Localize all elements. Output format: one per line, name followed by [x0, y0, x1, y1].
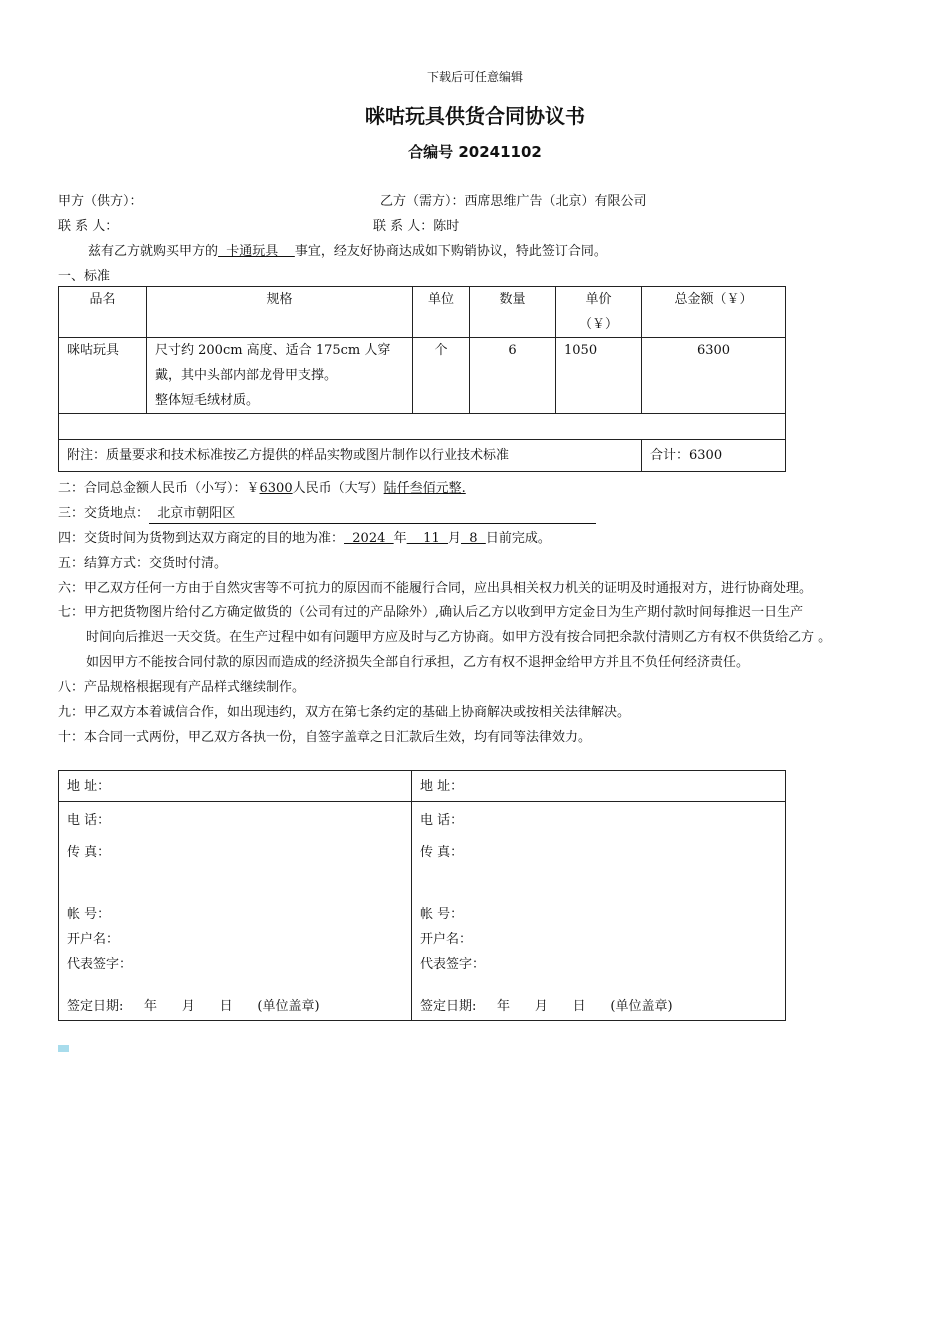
- party-a-label: 甲方（供方）：: [58, 194, 143, 209]
- contract-number: 合编号 20241102: [408, 143, 542, 161]
- cell-qty: 6: [470, 338, 556, 414]
- clause-4-post: 日前完成。: [485, 531, 551, 546]
- table-row: [59, 338, 786, 414]
- party-b-account: 帐 号：: [420, 907, 464, 922]
- section-standard-heading: 一、标准: [58, 269, 111, 284]
- signature-details-row: [59, 802, 786, 1021]
- party-b-rep: 代表签字：: [420, 957, 486, 972]
- signature-table: [58, 770, 786, 1021]
- empty-cell: [59, 414, 786, 440]
- intro-item: 卡通玩具: [218, 244, 295, 259]
- cell-total: 6300: [642, 338, 786, 414]
- party-b-address: 地 址：: [412, 771, 786, 802]
- intro-post: 事宜，经友好协商达成如下购销协议，特此签订合同。: [294, 244, 607, 259]
- clause-4-pre: 四：交货时间为货物到达双方商定的目的地为准：: [58, 531, 345, 546]
- spec-line: 戴，其中头部内部龙骨甲支撑。: [155, 368, 338, 383]
- party-b-phone: 电 话：: [420, 813, 464, 828]
- clause-9: 九：甲乙双方本着诚信合作，如出现违约，双方在第七条约定的基础上协商解决或按相关法律解决。: [58, 705, 631, 720]
- clause-4: [58, 526, 551, 551]
- party-a-date: 签定日期: 年 月 日 (单位盖章): [67, 999, 320, 1014]
- party-b-fax: 传 真：: [420, 845, 464, 860]
- table-sum: 合计：6300: [642, 440, 786, 472]
- clause-5: 五：结算方式：交货时付清。: [58, 556, 228, 571]
- clause-8: 八：产品规格根据现有产品样式继续制作。: [58, 680, 306, 695]
- cell-price: 1050: [556, 338, 642, 414]
- party-a-rep: 代表签字：: [67, 957, 133, 972]
- spec-line: 尺寸约 200cm 高度、适合 175cm 人穿: [155, 343, 391, 358]
- month-label: 月: [448, 531, 462, 546]
- party-b-details: [412, 802, 786, 1021]
- page-marker: [58, 1045, 69, 1052]
- party-b-account-name: 开户名：: [420, 932, 473, 947]
- party-a-fax: 传 真：: [67, 845, 111, 860]
- year-label: 年: [393, 531, 407, 546]
- amount-small: 6300: [259, 481, 293, 496]
- header-unit: 单位: [413, 287, 470, 338]
- header-price-label: 单价: [585, 292, 612, 307]
- table-empty-row: [59, 414, 786, 440]
- cell-spec: [147, 338, 413, 414]
- clause-3-pre: 三：交货地点：: [58, 506, 150, 521]
- header-qty: 数量: [470, 287, 556, 338]
- party-b-date: 签定日期: 年 月 日 (单位盖章): [420, 999, 673, 1014]
- header-note: 下载后可任意编辑: [426, 70, 523, 84]
- party-a-details: [59, 802, 412, 1021]
- delivery-place: 北京市朝阳区: [149, 505, 596, 524]
- clause-7-line-2: 时间向后推迟一天交货。在生产过程中如有问题甲方应及时与乙方协商。如甲方没有按合同把余款付清则乙方有权不供货给乙方 。: [86, 630, 832, 645]
- intro-pre: 兹有乙方就购买甲方的: [88, 244, 219, 259]
- header-price-currency: （￥）: [578, 317, 618, 332]
- table-note-row: [59, 440, 786, 472]
- header-total: 总金额（￥）: [642, 287, 786, 338]
- amount-big: 陆仟叁佰元整.: [383, 481, 466, 496]
- clause-2-mid: 人民币（大写）: [292, 481, 384, 496]
- header-name: 品名: [59, 287, 147, 338]
- contact-b: 联 系 人：陈时: [373, 219, 460, 234]
- signature-address-row: [59, 771, 786, 802]
- clause-6: 六：甲乙双方任何一方由于自然灾害等不可抗力的原因而不能履行合同，应出具相关权力机关的证明及时通报对方，进行协商处理。: [58, 581, 813, 596]
- party-a-account: 帐 号：: [67, 907, 111, 922]
- table-header-row: [59, 287, 786, 338]
- clause-3: [58, 501, 596, 526]
- clause-10: 十：本合同一式两份，甲乙双方各执一份，自签字盖章之日汇款后生效，均有同等法律效力。: [58, 730, 592, 745]
- intro-paragraph: [88, 240, 607, 259]
- delivery-year: 2024: [344, 531, 394, 546]
- delivery-month: 11: [406, 531, 448, 546]
- contact-a: 联 系 人：: [58, 219, 119, 234]
- clause-7-line-1: 七：甲方把货物图片给付乙方确定做货的（公司有过的产品除外）,确认后乙方以收到甲方定金日为生产期付款时间每推迟一日生产: [58, 605, 804, 620]
- party-a-phone: 电 话：: [67, 813, 111, 828]
- clause-2-pre: 二：合同总金额人民币（小写）：￥: [58, 481, 260, 496]
- clause-2: [58, 476, 466, 501]
- party-a-account-name: 开户名：: [67, 932, 120, 947]
- cell-name: 咪咕玩具: [59, 338, 147, 414]
- header-spec: 规格: [147, 287, 413, 338]
- party-a-address: 地 址：: [59, 771, 412, 802]
- document-title: 咪咕玩具供货合同协议书: [365, 104, 585, 128]
- table-note: 附注：质量要求和技术标准按乙方提供的样品实物或图片制作以行业技术标准: [59, 440, 642, 472]
- party-b-info: 乙方（需方）：西席思维广告（北京）有限公司: [380, 194, 647, 209]
- cell-unit: 个: [413, 338, 470, 414]
- header-price: [556, 287, 642, 338]
- delivery-day: 8: [461, 531, 486, 546]
- product-table: [58, 286, 786, 472]
- spec-line: 整体短毛绒材质。: [155, 393, 260, 408]
- clause-7-line-3: 如因甲方不能按合同付款的原因而造成的经济损失全部自行承担，乙方有权不退押金给甲方并且不负任何经济责任。: [86, 655, 750, 670]
